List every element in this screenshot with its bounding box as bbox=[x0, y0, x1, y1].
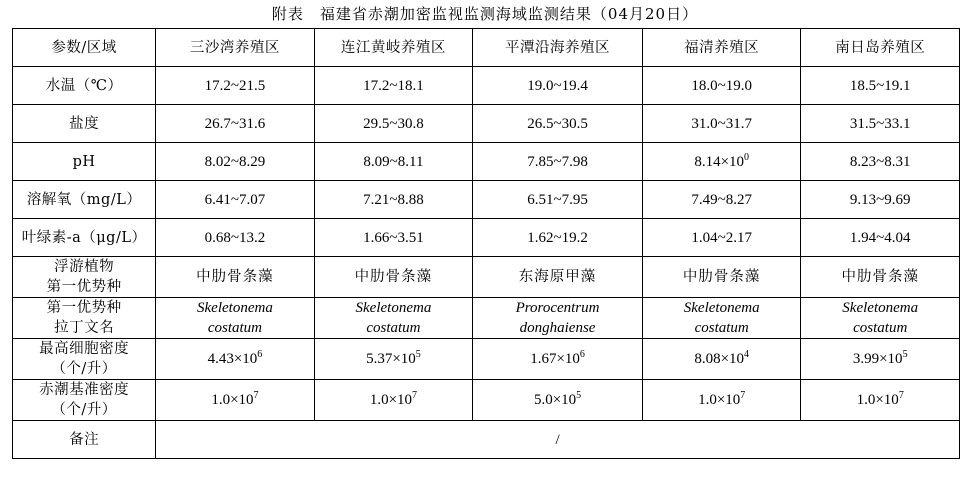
table-cell: 1.62~19.2 bbox=[473, 219, 643, 257]
table-cell bbox=[642, 143, 801, 181]
row-label-line: 最高细胞密度 bbox=[39, 341, 130, 357]
table-cell bbox=[314, 298, 473, 339]
remarks-value: / bbox=[156, 421, 960, 459]
value-exponent: 6 bbox=[579, 349, 585, 360]
row-label-remarks: 备注 bbox=[13, 421, 156, 459]
table-cell bbox=[314, 339, 473, 380]
value-exponent: 5 bbox=[902, 349, 908, 360]
table-row bbox=[13, 219, 960, 257]
latin-genus: Skeletonema bbox=[197, 300, 273, 316]
header-region-nanri-island: 南日岛养殖区 bbox=[801, 29, 960, 67]
value-mantissa: 1.67×10 bbox=[530, 351, 580, 367]
value-exponent: 5 bbox=[415, 349, 421, 360]
table-row bbox=[13, 181, 960, 219]
value-exponent: 4 bbox=[744, 349, 750, 360]
value-mantissa: 1.0×10 bbox=[698, 392, 741, 408]
table-cell: 8.09~8.11 bbox=[314, 143, 473, 181]
table-cell: 1.66~3.51 bbox=[314, 219, 473, 257]
table-row bbox=[13, 298, 960, 339]
value-exponent: 7 bbox=[253, 390, 259, 401]
table-cell: 9.13~9.69 bbox=[801, 181, 960, 219]
table-cell bbox=[314, 380, 473, 421]
table-cell: 26.5~30.5 bbox=[473, 105, 643, 143]
row-label-line: 第一优势种 bbox=[46, 279, 122, 295]
table-cell: 1.94~4.04 bbox=[801, 219, 960, 257]
table-cell: 8.23~8.31 bbox=[801, 143, 960, 181]
table-cell: 18.5~19.1 bbox=[801, 67, 960, 105]
table-cell: 6.51~7.95 bbox=[473, 181, 643, 219]
value-mantissa: 4.43×10 bbox=[207, 351, 258, 367]
table-cell: 31.5~33.1 bbox=[801, 105, 960, 143]
row-label-line: 拉丁文名 bbox=[54, 320, 115, 336]
value-mantissa: 8.08×10 bbox=[694, 351, 745, 367]
row-label-dominant-species bbox=[13, 257, 156, 298]
table-row bbox=[13, 143, 960, 181]
value-mantissa: 5.37×10 bbox=[366, 351, 416, 367]
value-exponent: 7 bbox=[898, 390, 904, 401]
table-cell: 7.85~7.98 bbox=[473, 143, 643, 181]
table-cell: 17.2~21.5 bbox=[156, 67, 315, 105]
value-exponent: 7 bbox=[412, 390, 418, 401]
row-label-salinity: 盐度 bbox=[13, 105, 156, 143]
table-cell bbox=[473, 380, 643, 421]
table-cell: 29.5~30.8 bbox=[314, 105, 473, 143]
table-cell: 中肋骨条藻 bbox=[642, 257, 801, 298]
table-cell: 18.0~19.0 bbox=[642, 67, 801, 105]
table-cell bbox=[473, 339, 643, 380]
row-label-water-temp: 水温（℃） bbox=[13, 67, 156, 105]
row-label-dissolved-oxygen: 溶解氧（mg/L） bbox=[13, 181, 156, 219]
table-cell bbox=[156, 339, 315, 380]
table-cell bbox=[801, 339, 960, 380]
value-exponent: 5 bbox=[576, 390, 582, 401]
header-region-lianjiang-huangqi: 连江黄岐养殖区 bbox=[314, 29, 473, 67]
row-label-ph: pH bbox=[13, 143, 156, 181]
header-region-sansha-bay: 三沙湾养殖区 bbox=[156, 29, 315, 67]
header-region-fuqing: 福清养殖区 bbox=[642, 29, 801, 67]
table-cell bbox=[156, 380, 315, 421]
row-label-line: 赤潮基准密度 bbox=[39, 382, 130, 398]
value-exponent: 0 bbox=[744, 151, 750, 163]
table-cell: 中肋骨条藻 bbox=[314, 257, 473, 298]
table-cell: 26.7~31.6 bbox=[156, 105, 315, 143]
table-cell: 7.49~8.27 bbox=[642, 181, 801, 219]
table-cell: 19.0~19.4 bbox=[473, 67, 643, 105]
value-mantissa: 8.14×10 bbox=[694, 153, 745, 170]
header-row bbox=[13, 29, 960, 67]
table-cell: 东海原甲藻 bbox=[473, 257, 643, 298]
table-cell: 31.0~31.7 bbox=[642, 105, 801, 143]
table-row bbox=[13, 421, 960, 459]
row-label-line: 浮游植物 bbox=[54, 259, 115, 275]
table-cell: 8.02~8.29 bbox=[156, 143, 315, 181]
table-cell: 1.04~2.17 bbox=[642, 219, 801, 257]
row-label-line: （个/升） bbox=[51, 361, 117, 377]
table-cell: 中肋骨条藻 bbox=[801, 257, 960, 298]
value-mantissa: 5.0×10 bbox=[533, 392, 577, 408]
latin-genus: Prorocentrum bbox=[515, 300, 600, 316]
value-exponent: 6 bbox=[257, 349, 263, 360]
table-cell bbox=[642, 380, 801, 421]
monitoring-results-table bbox=[12, 28, 960, 459]
table-cell bbox=[801, 298, 960, 339]
value-exponent: 7 bbox=[740, 390, 746, 401]
row-label-max-density bbox=[13, 339, 156, 380]
value-mantissa: 3.99×10 bbox=[852, 351, 903, 367]
table-cell: 中肋骨条藻 bbox=[156, 257, 315, 298]
table-cell bbox=[642, 298, 801, 339]
table-caption: 附表 福建省赤潮加密监视监测海域监测结果（04月20日） bbox=[271, 5, 699, 23]
value-mantissa: 1.0×10 bbox=[856, 392, 899, 408]
table-row bbox=[13, 339, 960, 380]
table-row bbox=[13, 257, 960, 298]
table-row bbox=[13, 380, 960, 421]
row-label-chlorophyll: 叶绿素-a（μg/L） bbox=[13, 219, 156, 257]
table-cell: 7.21~8.88 bbox=[314, 181, 473, 219]
value-mantissa: 1.0×10 bbox=[211, 392, 254, 408]
header-region-pingtan: 平潭沿海养殖区 bbox=[473, 29, 643, 67]
latin-species: costatum bbox=[207, 320, 262, 336]
table-cell: 17.2~18.1 bbox=[314, 67, 473, 105]
latin-genus: Skeletonema bbox=[842, 300, 919, 316]
latin-species: costatum bbox=[694, 320, 749, 336]
latin-genus: Skeletonema bbox=[683, 300, 760, 316]
row-label-baseline-density bbox=[13, 380, 156, 421]
latin-species: costatum bbox=[853, 320, 908, 336]
table-cell: 0.68~13.2 bbox=[156, 219, 315, 257]
latin-species: costatum bbox=[366, 320, 421, 336]
row-label-latin-name bbox=[13, 298, 156, 339]
table-cell bbox=[642, 339, 801, 380]
row-label-line: 第一优势种 bbox=[46, 300, 122, 316]
table-cell bbox=[801, 380, 960, 421]
latin-genus: Skeletonema bbox=[355, 300, 432, 316]
table-row bbox=[13, 105, 960, 143]
table-cell bbox=[156, 298, 315, 339]
table-cell: 6.41~7.07 bbox=[156, 181, 315, 219]
header-param: 参数/区域 bbox=[13, 29, 156, 67]
value-mantissa: 1.0×10 bbox=[369, 392, 413, 408]
table-row bbox=[13, 67, 960, 105]
table-cell bbox=[473, 298, 643, 339]
latin-species: donghaiense bbox=[519, 320, 596, 336]
row-label-line: （个/升） bbox=[51, 402, 117, 418]
